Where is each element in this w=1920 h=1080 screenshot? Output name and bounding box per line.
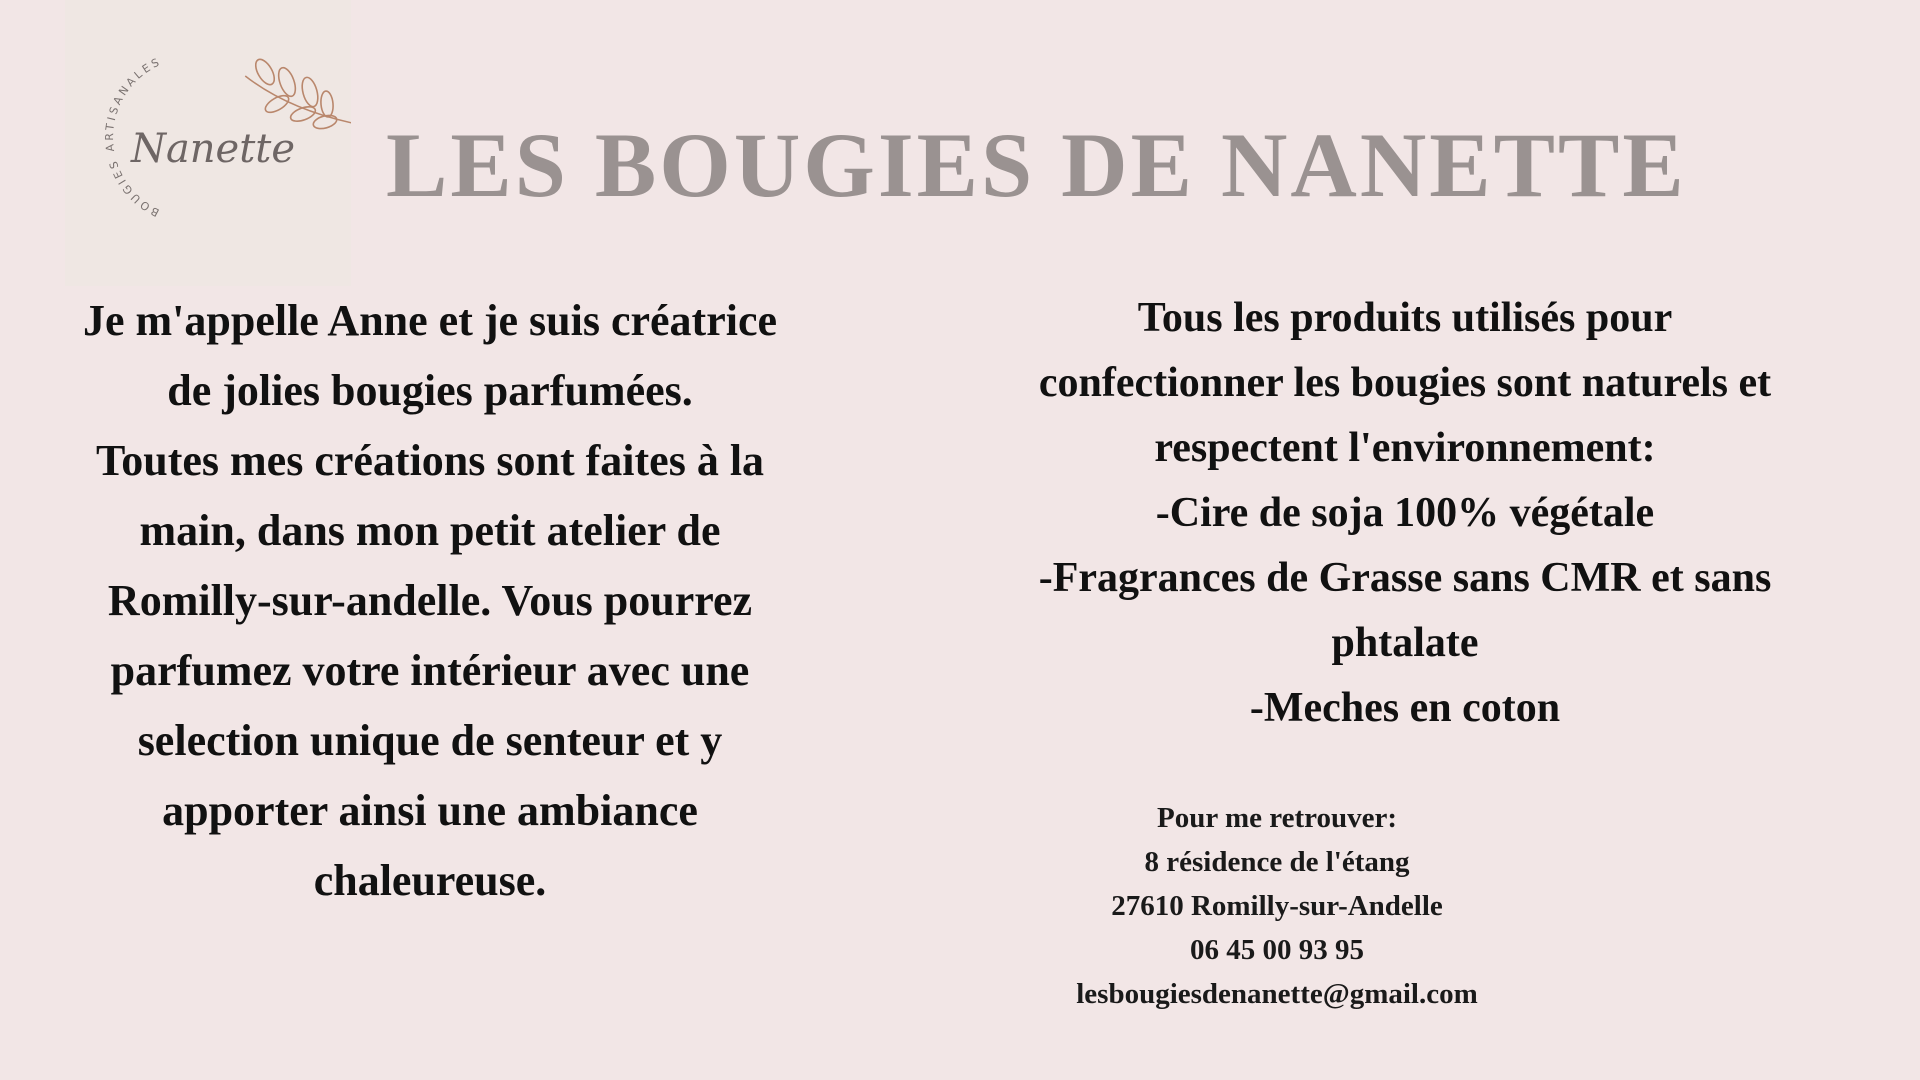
products-line: Tous les produits utilisés pour [1137,295,1673,341]
products-line: -Meches en coton [1249,685,1561,731]
contact-email: lesbougiesdenanette@gmail.com [1076,978,1478,1010]
intro-line: selection unique de senteur et y [137,716,723,765]
logo-graphic [65,0,351,286]
products-line: respectent l'environnement: [1154,425,1656,471]
contact-block [1027,796,1527,1016]
intro-line: apporter ainsi une ambiance [162,786,698,835]
logo-arc-text: BOUGIES ARTISANALES [102,54,164,220]
products-line: -Fragrances de Grasse sans CMR et sans [1038,555,1772,601]
intro-line: main, dans mon petit atelier de [139,506,721,555]
intro-line: chaleureuse. [313,856,547,905]
intro-paragraph [40,286,820,916]
products-line: confectionner les bougies sont naturels et [1038,360,1772,406]
products-paragraph [990,286,1820,741]
intro-line: Toutes mes créations sont faites à la [95,436,765,485]
contact-heading: Pour me retrouver: [1157,802,1397,834]
logo-script-name: Nanette [130,126,296,172]
brand-title: LES BOUGIES DE NANETTE [386,114,1687,216]
intro-line: de jolies bougies parfumées. [167,366,693,415]
intro-line: parfumez votre intérieur avec une [110,646,750,695]
logo [65,0,351,286]
intro-line: Je m'appelle Anne et je suis créatrice [82,296,778,345]
leaf-branch-icon [245,56,351,131]
contact-phone: 06 45 00 93 95 [1190,934,1364,966]
products-line: -Cire de soja 100% végétale [1155,490,1655,536]
intro-line: Romilly-sur-andelle. Vous pourrez [107,576,753,625]
contact-address-line1: 8 résidence de l'étang [1144,846,1410,878]
contact-address-line2: 27610 Romilly-sur-Andelle [1111,890,1443,922]
products-line: phtalate [1331,620,1479,666]
